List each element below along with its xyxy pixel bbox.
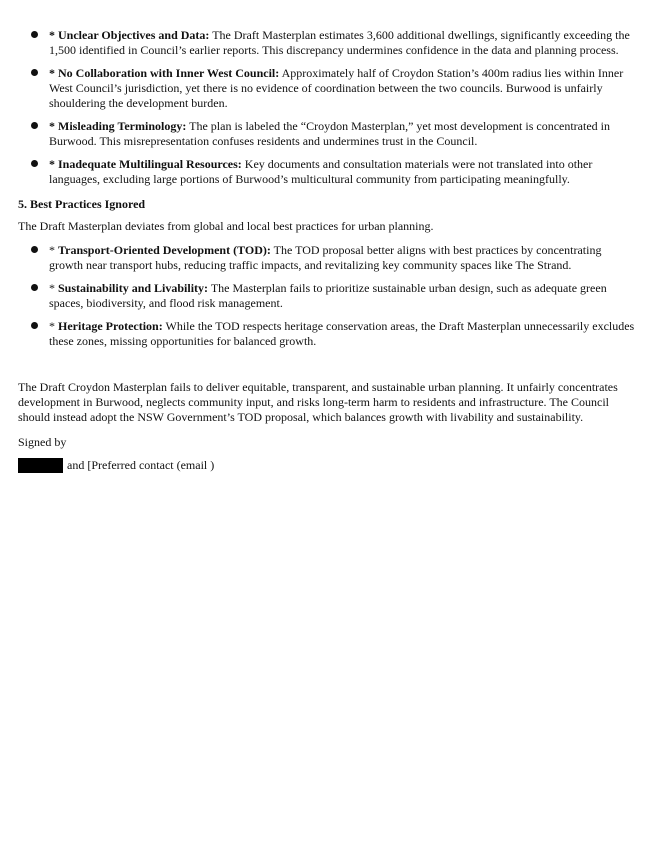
best-practices-list [18, 243, 636, 349]
issue-text: The Draft Masterplan estimates 3,600 additional dwellings, significantly exceeding the 1,500 identified in Council’s earlier reports. This discrepancy undermines confidence in the data and planning process. [49, 28, 630, 57]
list-item [18, 28, 636, 58]
item-prefix: * [49, 281, 58, 295]
list-item [18, 66, 636, 111]
issue-heading: * Misleading Terminology: [49, 119, 187, 133]
list-item [18, 119, 636, 149]
bullet-icon [31, 322, 38, 329]
item-text: While the TOD respects heritage conservation areas, the Draft Masterplan unnecessarily excludes these zones, missing opportunities for balanced growth. [49, 319, 635, 348]
issue-text: Key documents and consultation materials were not translated into other languages, excluding large portions of Burwood’s multicultural community from participating meaningfully. [49, 157, 593, 186]
list-item [18, 157, 636, 187]
bullet-icon [31, 284, 38, 291]
bullet-icon [31, 246, 38, 253]
conclusion-paragraph: The Draft Croydon Masterplan fails to deliver equitable, transparent, and sustainable urban planning. It unfairly concentrates development in Burwood, neglects community input, and risks long-term harm to residents and infrastructure. The Council should instead adopt the NSW Government’s TOD proposal, which balances growth with livability and sustainability. [18, 380, 618, 424]
bullet-icon [31, 122, 38, 129]
issue-text: Approximately half of Croydon Station’s 400m radius lies within Inner West Council’s jurisdiction, yet there is no evidence of coordination between the two councils. Burwood is unfairly shouldering the development burden. [49, 66, 624, 110]
list-item [18, 281, 636, 311]
item-prefix: * [49, 319, 58, 333]
bullet-icon [31, 31, 38, 38]
list-item [18, 243, 636, 273]
signature-line [18, 458, 636, 473]
item-heading: Heritage Protection: [58, 319, 163, 333]
list-item [18, 319, 636, 349]
contact-text: and [Preferred contact (email ) [67, 458, 215, 472]
section-heading: 5. Best Practices Ignored [18, 197, 146, 211]
signed-by-label: Signed by [18, 435, 67, 449]
item-text: The Masterplan fails to prioritize sustainable urban design, such as adequate green spaces, biodiversity, and flood risk management. [49, 281, 607, 310]
item-heading: Sustainability and Livability: [58, 281, 209, 295]
issue-heading: * No Collaboration with Inner West Council: [49, 66, 280, 80]
bullet-icon [31, 160, 38, 167]
redacted-name-block [18, 458, 63, 473]
item-heading: Transport-Oriented Development (TOD): [58, 243, 271, 257]
document-page [18, 28, 636, 473]
section-intro: The Draft Masterplan deviates from global and local best practices for urban planning. [18, 219, 434, 233]
bullet-icon [31, 69, 38, 76]
issue-heading: * Inadequate Multilingual Resources: [49, 157, 242, 171]
item-text: The TOD proposal better aligns with best practices by concentrating growth near transport hubs, reducing traffic impacts, and revitalizing key community spaces like The Strand. [49, 243, 602, 272]
issue-text: The plan is labeled the “Croydon Masterplan,” yet most development is concentrated in Burwood. This misrepresentation confuses residents and undermines trust in the Council. [49, 119, 610, 148]
issue-heading: * Unclear Objectives and Data: [49, 28, 210, 42]
issues-list [18, 28, 636, 187]
item-prefix: * [49, 243, 58, 257]
